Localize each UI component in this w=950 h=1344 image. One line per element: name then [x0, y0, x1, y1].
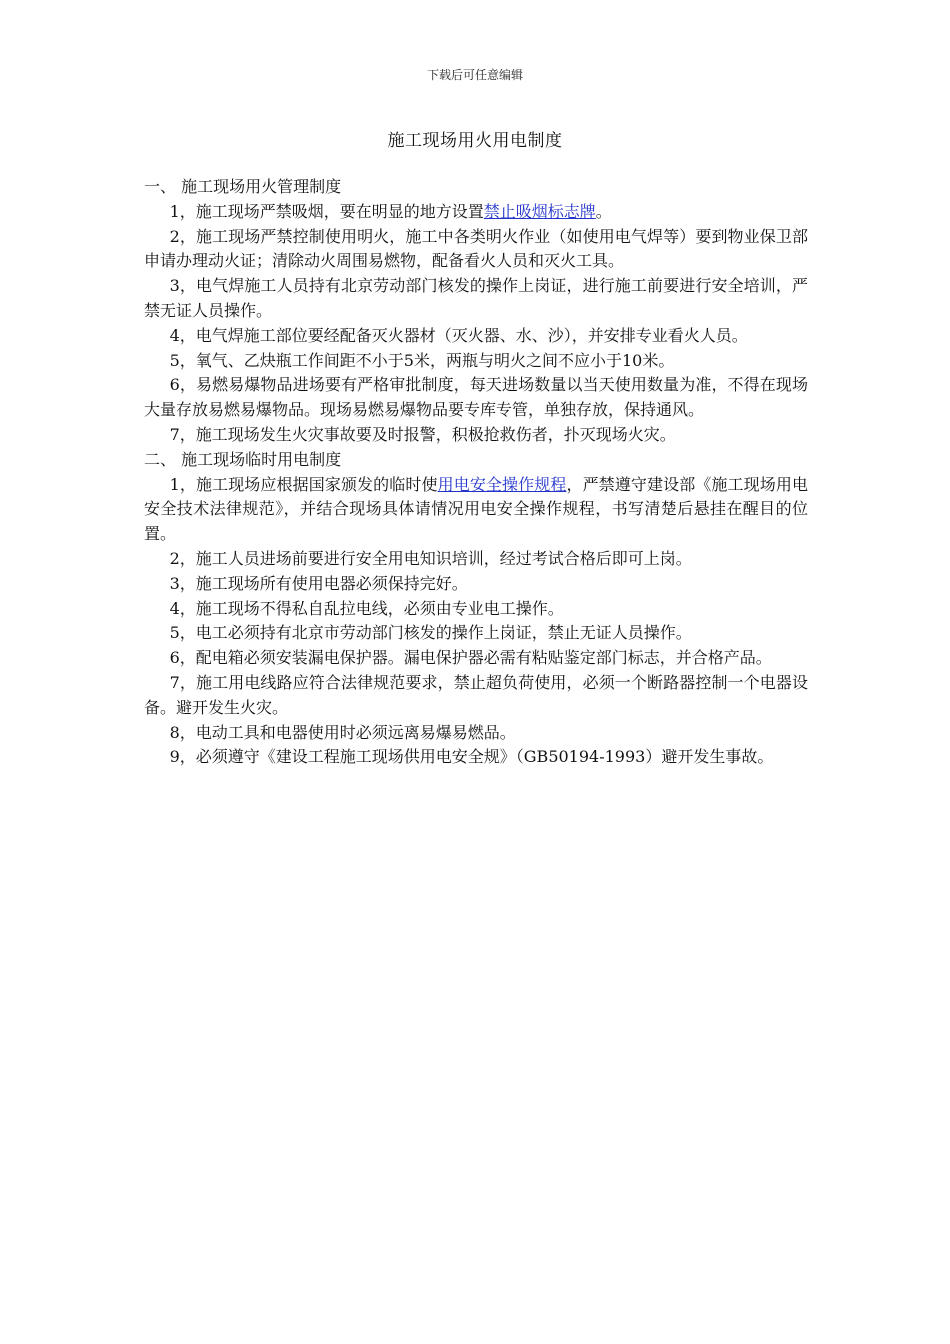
no-smoking-sign-link[interactable]: 禁止吸烟标志牌 — [483, 201, 596, 221]
electric-rule-8: 8，电动工具和电器使用时必须远离易爆易燃品。 — [169, 722, 516, 742]
electric-rule-4: 4，施工现场不得私自乱拉电线，必须由专业电工操作。 — [169, 598, 564, 618]
fire-rule-2: 2，施工现场严禁控制使用明火，施工中各类明火作业（如使用电气焊等）要到物业保卫部申请办理动火证；清除动火周围易燃物，配备看火人员和灭火工具。 — [144, 226, 808, 271]
electric-rule-9: 9，必须遵守《建设工程施工现场供用电安全规》（GB50194-1993）避开发生事故。 — [169, 747, 774, 767]
fire-rule-4: 4，电气焊施工部位要经配备灭火器材（灭火器、水、沙），并安排专业看火人员。 — [169, 325, 748, 345]
electric-rule-7: 7，施工用电线路应符合法律规范要求，禁止超负荷使用，必须一个断路器控制一个电器设备。避开发生火灾。 — [144, 672, 808, 717]
electric-rule-1-text: 1，施工现场应根据国家颁发的临时使 — [169, 474, 438, 494]
electric-rule-6: 6，配电箱必须安装漏电保护器。漏电保护器必需有粘贴鉴定部门标志，并合格产品。 — [169, 648, 772, 668]
fire-rule-1-text: 1，施工现场严禁吸烟，要在明显的地方设置 — [169, 201, 484, 221]
fire-rule-1 — [144, 200, 808, 225]
electric-safety-procedure-link[interactable]: 用电安全操作规程 — [437, 474, 567, 494]
section-heading-electric: 二、 施工现场临时用电制度 — [144, 449, 342, 469]
electric-rule-1-tail: ，严禁遵守建设部《施工现场用电安全技术法律规范》，并结合现场具体请情况用电安全操作规程，书写清楚后悬挂在醒目的位置。 — [144, 474, 808, 544]
section-heading-fire: 一、 施工现场用火管理制度 — [144, 177, 342, 196]
fire-rule-1-tail: 。 — [595, 201, 612, 221]
fire-rule-6: 6，易燃易爆物品进场要有严格审批制度，每天进场数量以当天使用数量为准，不得在现场大量存放易燃易爆物品。现场易燃易爆物品要专库专管，单独存放，保持通风。 — [144, 375, 808, 420]
fire-rule-5: 5，氧气、乙炔瓶工作间距不小于5米，两瓶与明火之间不应小于10米。 — [169, 350, 675, 370]
electric-rule-2: 2，施工人员进场前要进行安全用电知识培训，经过考试合格后即可上岗。 — [169, 548, 692, 568]
electric-rule-1 — [144, 473, 808, 547]
document-title: 施工现场用火用电制度 — [387, 131, 563, 151]
document-body — [144, 175, 808, 770]
electric-rule-3: 3，施工现场所有使用电器必须保持完好。 — [169, 573, 468, 593]
fire-rule-3: 3，电气焊施工人员持有北京劳动部门核发的操作上岗证，进行施工前要进行安全培训，严禁无证人员操作。 — [144, 276, 808, 320]
header-note: 下载后可任意编辑 — [426, 68, 523, 82]
electric-rule-5: 5，电工必须持有北京市劳动部门核发的操作上岗证，禁止无证人员操作。 — [169, 623, 692, 643]
fire-rule-7: 7，施工现场发生火灾事故要及时报警，积极抢救伤者，扑灭现场火灾。 — [169, 424, 676, 444]
